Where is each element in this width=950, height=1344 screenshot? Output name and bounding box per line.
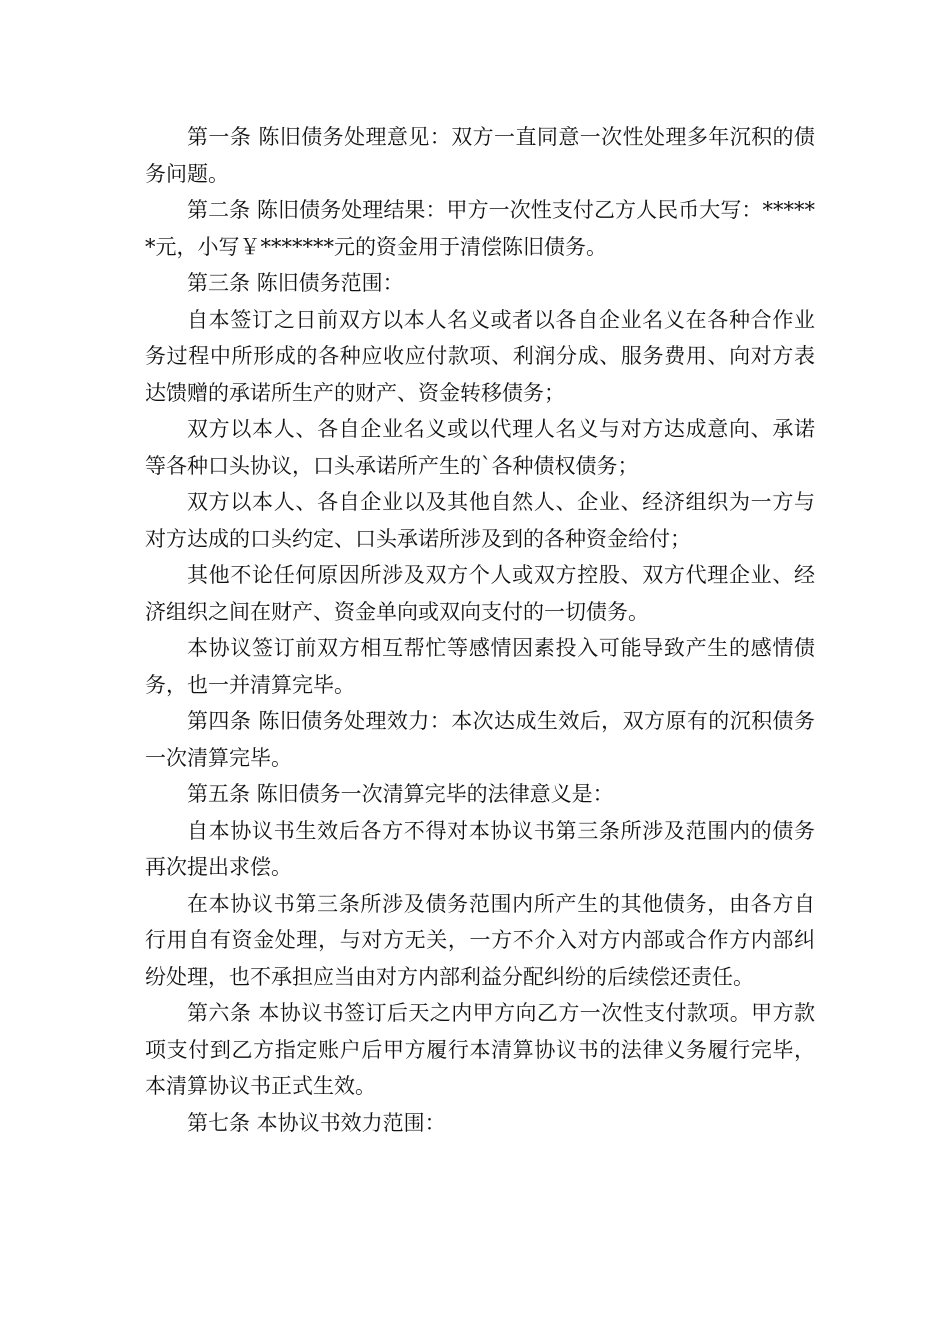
document-body: [145, 119, 815, 1141]
article-5-item-1: 自本协议书生效后各方不得对本协议书第三条所涉及范围内的债务再次提出求偿。: [145, 818, 815, 879]
article-3-item-2: 双方以本人、各自企业名义或以代理人名义与对方达成意向、承诺等各种口头协议，口头承诺所产生的`各种债权债务；: [145, 417, 815, 478]
article-5-heading: 第五条 陈旧债务一次清算完毕的法律意义是：: [187, 782, 614, 806]
article-3-item-5: 本协议签订前双方相互帮忙等感情因素投入可能导致产生的感情债务，也一并清算完毕。: [145, 636, 815, 697]
article-3-item-1: 自本签订之日前双方以本人名义或者以各自企业名义在各种合作业务过程中所形成的各种应收应付款项、利润分成、服务费用、向对方表达馈赠的承诺所生产的财产、资金转移债务；: [145, 307, 815, 405]
article-2-paragraph: 第二条 陈旧债务处理结果：甲方一次性支付乙方人民币大写：******元，小写￥*******元的资金用于清偿陈旧债务。: [145, 198, 815, 259]
article-7-heading: 第七条 本协议书效力范围：: [187, 1110, 446, 1135]
article-3-item-4: 其他不论任何原因所涉及双方个人或双方控股、双方代理企业、经济组织之间在财产、资金单向或双向支付的一切债务。: [145, 563, 815, 624]
article-1-paragraph: 第一条 陈旧债务处理意见：双方一直同意一次性处理多年沉积的债务问题。: [145, 125, 815, 186]
article-3-heading: 第三条 陈旧债务范围：: [187, 271, 404, 295]
article-6-paragraph: 第六条 本协议书签订后天之内甲方向乙方一次性支付款项。甲方款项支付到乙方指定账户后甲方履行本清算协议书的法律义务履行完毕，本清算协议书正式生效。: [145, 1001, 815, 1098]
article-5-item-2: 在本协议书第三条所涉及债务范围内所产生的其他债务，由各方自行用自有资金处理，与对方无关，一方不介入对方内部或合作方内部纠纷处理，也不承担应当由对方内部利益分配纠纷的后续偿还责任。: [145, 891, 815, 989]
article-4-paragraph: 第四条 陈旧债务处理效力：本次达成生效后，双方原有的沉积债务一次清算完毕。: [145, 709, 815, 770]
article-3-item-3: 双方以本人、各自企业以及其他自然人、企业、经济组织为一方与对方达成的口头约定、口头承诺所涉及到的各种资金给付；: [145, 490, 815, 551]
